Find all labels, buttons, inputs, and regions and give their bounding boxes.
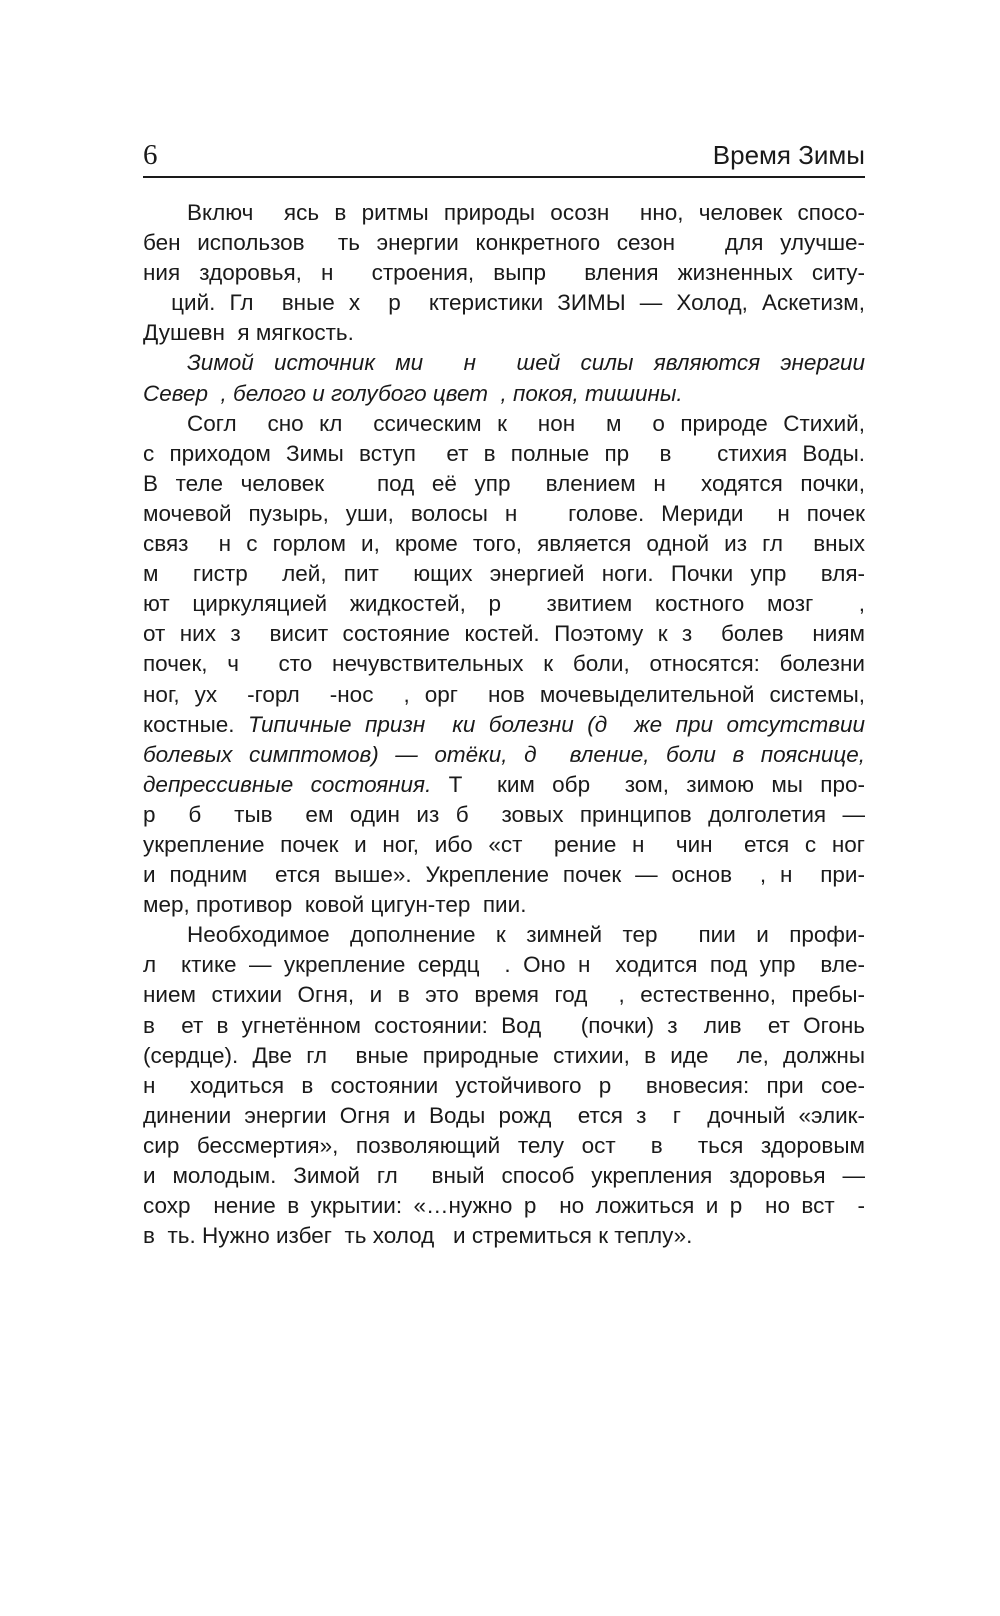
text-line: нием стихии Огня, и в это время год , естественно, пребы- (143, 982, 865, 1008)
page-header (143, 140, 865, 178)
text-line: сир бессмертия», позволяющий телу ост в ться здоровым (143, 1132, 865, 1158)
running-title: Время Зимы (712, 140, 865, 170)
body-text (143, 198, 865, 1251)
text-line: Согл сно кл ссическим к нон м о природе Стихий, (187, 410, 865, 436)
text-line: Необходимое дополнение к зимней тер пии и профи- (187, 922, 865, 948)
page-number: 6 (143, 139, 158, 171)
text-line: ций. Гл вные х р ктеристики ЗИМЫ — Холод, Аскетизм, (143, 290, 865, 316)
text-line: сохр нение в укрытии: «…нужно р но ложиться и р но вст - (143, 1193, 865, 1219)
text-line: Север , белого и голубого цвет , покоя, тишины. (143, 380, 683, 406)
text-line: ног, ух -горл -нос , орг нов мочевыделительной системы, (143, 681, 865, 707)
line-text: Т ким обр зом, зимою мы про- (431, 771, 865, 797)
text-line: мочевой пузырь, уши, волосы н голове. Мериди н почек (143, 500, 865, 526)
text-line: связ н с горлом и, кроме того, является одной из гл вных (143, 531, 865, 557)
text-line: ют циркуляцией жидкостей, р звитием костного мозг , (143, 591, 865, 617)
text-line (143, 710, 865, 740)
text-line: и молодым. Зимой гл вный способ укрепления здоровья — (143, 1163, 865, 1188)
text-line: н ходиться в состоянии устойчивого р вновесия: при сое- (143, 1072, 865, 1098)
text-line: м гистр лей, пит ющих энергией ноги. Почки упр вля- (143, 561, 865, 587)
text-line: болевых симптомов) — отёки, д вление, боли в пояснице, (143, 741, 865, 767)
text-line: р б тыв ем один из б зовых принципов долголетия — (143, 801, 865, 827)
text-line: в ет в угнетённом состоянии: Вод (почки) з лив ет Огонь (143, 1012, 865, 1038)
text-line: и подним ется выше». Укрепление почек — основ , н при- (143, 862, 865, 888)
italic-text: Типичные призн ки болезни (д же при отсутствии (248, 711, 865, 737)
text-line: ния здоровья, н строения, выпр вления жизненных ситу- (143, 260, 865, 286)
text-line: динении энергии Огня и Воды рожд ется з г дочный «элик- (143, 1102, 865, 1128)
italic-text: депрессивные состояния. (143, 771, 432, 797)
line-text: костные. (143, 711, 249, 737)
text-line: Включ ясь в ритмы природы осозн нно, человек спосо- (187, 200, 865, 225)
text-line: (сердце). Две гл вные природные стихии, в иде ле, должны (143, 1042, 865, 1068)
text-line: В теле человек под её упр влением н ходятся почки, (143, 470, 865, 496)
text-line (143, 770, 865, 800)
text-line: бен использов ть энергии конкретного сезон для улучше- (143, 230, 865, 256)
text-line: л ктике — укрепление сердц . Оно н ходится под упр вле- (143, 952, 865, 978)
text-line: от них з висит состояние костей. Поэтому к з болев ниям (143, 621, 865, 647)
text-line: почек, ч сто нечувствительных к боли, относятся: болезни (143, 651, 865, 677)
text-line: Душевн я мягкость. (143, 320, 354, 346)
text-line: укрепление почек и ног, ибо «ст рение н чин ется с ног (143, 831, 865, 857)
text-line: в ть. Нужно избег ть холод и стремиться к теплу». (143, 1223, 693, 1249)
text-line: Зимой источник ми н шей силы являются энергии (187, 350, 865, 376)
text-line: с приходом Зимы вступ ет в полные пр в стихия Воды. (143, 440, 865, 466)
text-line: мер, противор ковой цигун-тер пии. (143, 892, 527, 918)
